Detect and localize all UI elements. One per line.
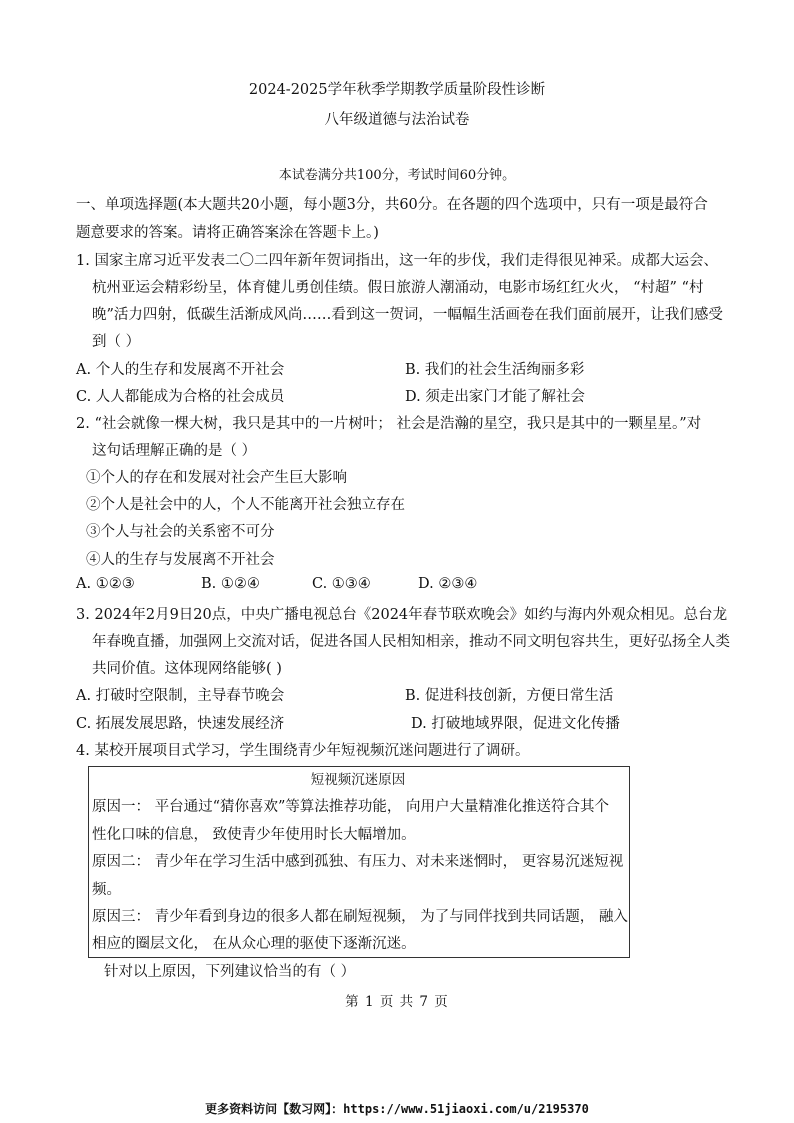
q4-prompt: 针对以上原因，下列建议恰当的有（ ） bbox=[104, 964, 356, 980]
reason-1-line1: 原因一： 平台通过“猜你喜欢”等算法推荐功能， 向用户大量精准化推送符合其个 bbox=[92, 799, 610, 815]
q2-statement-3: ③个人与社会的关系密不可分 bbox=[86, 524, 275, 540]
q2-option-a: A. ①②③ bbox=[76, 576, 135, 592]
q3-line3: 共同价值。这体现网络能够( ) bbox=[92, 661, 282, 677]
q2-line2: 这句话理解正确的是（ ） bbox=[92, 443, 257, 459]
q3-option-c: C. 拓展发展思路，快速发展经济 bbox=[76, 716, 285, 732]
page-number: 第 1 页 共 7 页 bbox=[345, 994, 449, 1010]
q3-line2: 年春晚直播，加强网上交流对话，促进各国人民相知相亲，推动不同文明包容共生，更好弘扬全人类 bbox=[92, 634, 730, 650]
q3-option-d: D. 打破地域界限，促进文化传播 bbox=[411, 716, 620, 732]
q2-statement-1: ①个人的存在和发展对社会产生巨大影响 bbox=[86, 470, 347, 486]
reason-3-line2: 相应的圈层文化， 在从众心理的驱使下逐渐沉迷。 bbox=[92, 936, 416, 952]
q1-option-d: D. 须走出家门才能了解社会 bbox=[405, 389, 585, 405]
q2-option-c: C. ①③④ bbox=[312, 576, 371, 592]
reason-2-line1: 原因二： 青少年在学习生活中感到孤独、有压力、对未来迷惘时， 更容易沉迷短视 bbox=[92, 854, 624, 870]
q1-line2: 杭州亚运会精彩纷呈，体育健儿勇创佳绩。假日旅游人潮涌动，电影市场红红火火， “村超” “村 bbox=[92, 280, 704, 296]
section-heading-line1: 一、单项选择题(本大题共20小题，每小题3分，共60分。在各题的四个选项中，只有一项是最符合 bbox=[76, 197, 708, 213]
q2-option-d: D. ②③④ bbox=[418, 576, 478, 592]
q3-option-b: B. 促进科技创新，方便日常生活 bbox=[405, 688, 614, 704]
exam-subtitle: 八年级道德与法治试卷 bbox=[324, 112, 470, 128]
q1-line3: 晚”活力四射，低碳生活渐成风尚……看到这一贺词，一幅幅生活画卷在我们面前展开，让我们感受 bbox=[92, 307, 723, 323]
reasons-box-title: 短视频沉迷原因 bbox=[310, 772, 406, 788]
q1-line1: 1. 国家主席习近平发表二〇二四年新年贺词指出，这一年的步伐，我们走得很见神采。成都大运会、 bbox=[76, 253, 718, 269]
section-heading-line2: 题意要求的答案。请将正确答案涂在答题卡上。) bbox=[76, 225, 379, 241]
q3-option-a: A. 打破时空限制，主导春节晚会 bbox=[76, 688, 285, 704]
q1-option-c: C. 人人都能成为合格的社会成员 bbox=[76, 389, 285, 405]
q2-statement-4: ④人的生存与发展离不开社会 bbox=[86, 552, 275, 568]
reason-3-line1: 原因三： 青少年看到身边的很多人都在刷短视频， 为了与同伴找到共同话题， 融入 bbox=[92, 909, 628, 925]
exam-title: 2024-2025学年秋季学期教学质量阶段性诊断 bbox=[248, 82, 546, 98]
reason-1-line2: 性化口味的信息， 致使青少年使用时长大幅增加。 bbox=[92, 827, 416, 843]
q3-line1: 3. 2024年2月9日20点，中央广播电视总台《2024年春节联欢晚会》如约与海内外观众相见。总台龙 bbox=[76, 607, 728, 623]
reason-2-line2: 频。 bbox=[92, 882, 121, 898]
q2-line1: 2. “社会就像一棵大树，我只是其中的一片树叶； 社会是浩瀚的星空，我只是其中的一颗星星。”对 bbox=[76, 416, 702, 432]
q1-option-b: B. 我们的社会生活绚丽多彩 bbox=[405, 362, 585, 378]
q2-option-b: B. ①②④ bbox=[201, 576, 260, 592]
q1-line4: 到（ ） bbox=[92, 334, 141, 350]
q2-statement-2: ②个人是社会中的人，个人不能离开社会独立存在 bbox=[86, 497, 405, 513]
q4-line1: 4. 某校开展项目式学习，学生围绕青少年短视频沉迷问题进行了调研。 bbox=[76, 743, 530, 759]
q1-option-a: A. 个人的生存和发展离不开社会 bbox=[76, 362, 285, 378]
exam-note: 本试卷满分共100分，考试时间60分钟。 bbox=[278, 168, 516, 183]
promo-link[interactable]: 更多资料访问【数习网】：https://www.51jiaoxi.com/u/2195370 bbox=[205, 1102, 589, 1116]
